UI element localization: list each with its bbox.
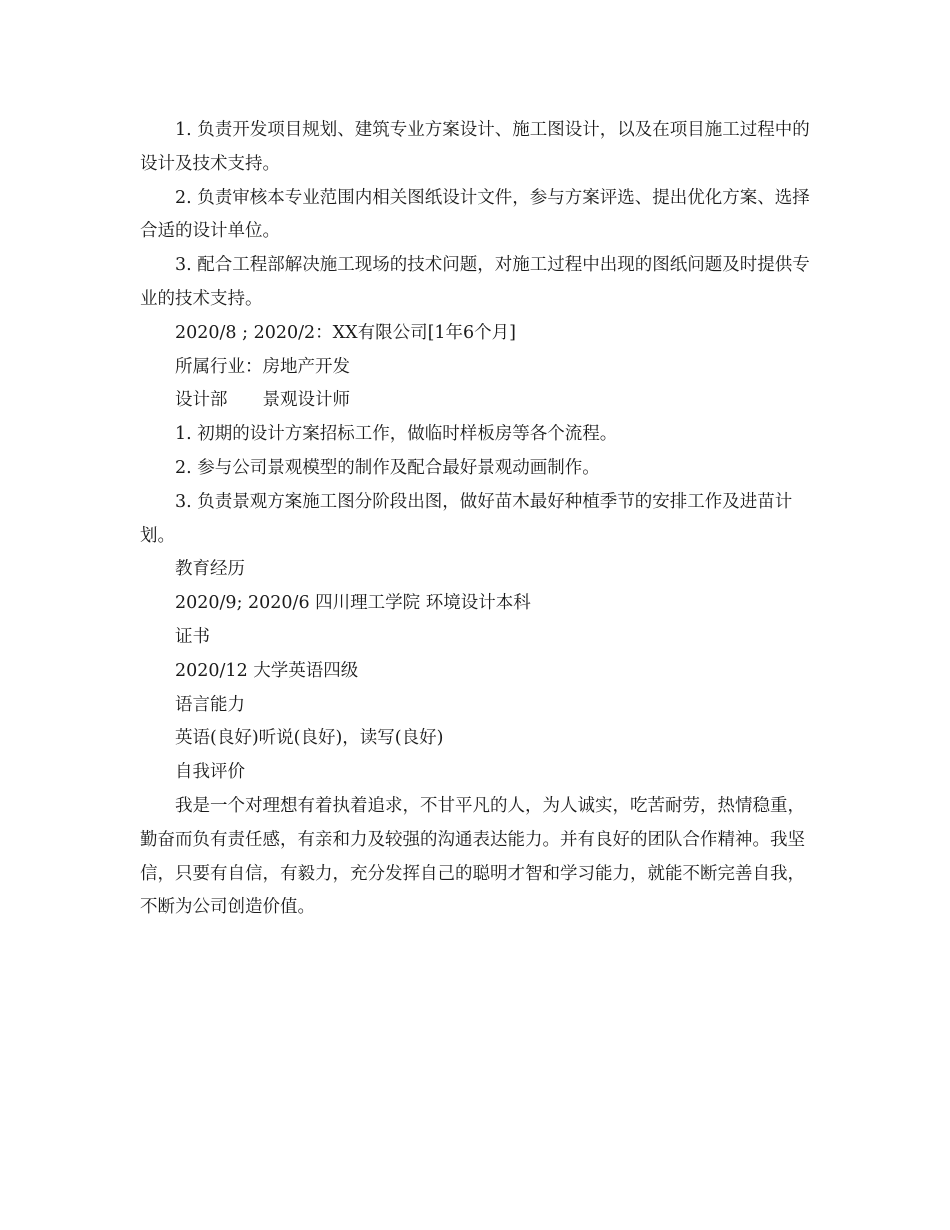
- job-industry: 所属行业：房地产开发: [175, 356, 350, 377]
- language-heading: 语言能力: [175, 694, 245, 715]
- landscape-duty-1: 1. 初期的设计方案招标工作，做临时样板房等各个流程。: [175, 424, 618, 445]
- certificate-entry: 2020/12 大学英语四级: [175, 660, 359, 681]
- landscape-duty-2: 2. 参与公司景观模型的制作及配合最好景观动画制作。: [175, 457, 600, 478]
- landscape-duty-3: 3. 负责景观方案施工图分阶段出图，做好苗木最好种植季节的安排工作及进苗计划。: [140, 491, 793, 546]
- certificate-heading: 证书: [175, 626, 210, 647]
- language-entry: 英语(良好)听说(良好)，读写(良好): [175, 728, 444, 749]
- work-duty-2: 2. 负责审核本专业范围内相关图纸设计文件，参与方案评选、提出优化方案、选择合适的设计单位。: [140, 187, 810, 242]
- work-duty-3: 3. 配合工程部解决施工现场的技术问题，对施工过程中出现的图纸问题及时提供专业的技术支持。: [140, 255, 810, 309]
- job-department-title: 设计部 景观设计师: [175, 390, 350, 411]
- self-evaluation-text: 我是一个对理想有着执着追求，不甘平凡的人，为人诚实，吃苦耐劳，热情稳重，勤奋而负有责任感，有亲和力及较强的沟通表达能力。并有良好的团队合作精神。我坚信，只要有自信，有毅力，充分发挥自己的聪明才智和学习能力，就能不断完善自我，不断为公司创造价值。: [140, 795, 805, 918]
- education-entry: 2020/9; 2020/6 四川理工学院 环境设计本科: [175, 593, 531, 614]
- education-heading: 教育经历: [175, 559, 245, 580]
- job-period: 2020/8 ; 2020/2：XX有限公司[1年6个月]: [175, 322, 516, 343]
- document-body: [140, 114, 815, 925]
- self-evaluation-heading: 自我评价: [175, 762, 245, 783]
- work-duty-1: 1. 负责开发项目规划、建筑专业方案设计、施工图设计，以及在项目施工过程中的设计及技术支持。: [140, 120, 810, 174]
